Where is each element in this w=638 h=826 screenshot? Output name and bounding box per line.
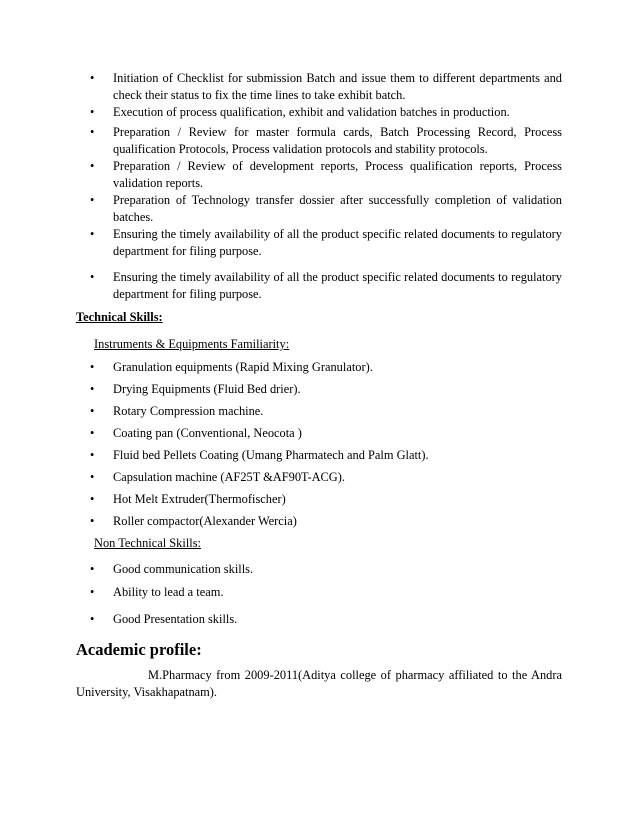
- instruments-heading: Instruments & Equipments Familiarity:: [94, 337, 290, 351]
- list-item-text: Ensuring the timely availability of all the product specific related documents to regulatory department for filing purpose.: [113, 227, 562, 258]
- list-item: [76, 584, 562, 601]
- list-item: [76, 561, 562, 578]
- list-item-text: Good Presentation skills.: [113, 612, 238, 626]
- bullet-icon: •: [90, 612, 95, 626]
- non-technical-skills-list: [76, 561, 562, 628]
- list-item-text: Fluid bed Pellets Coating (Umang Pharmatech and Palm Glatt).: [113, 448, 429, 462]
- list-item: [76, 158, 562, 192]
- list-item: [76, 513, 562, 530]
- list-item: [76, 381, 562, 398]
- list-item-text: Ensuring the timely availability of all the product specific related documents to regulatory department for filing purpose.: [113, 270, 562, 301]
- bullet-icon: •: [90, 193, 95, 207]
- list-item-text: Preparation / Review of development reports, Process qualification reports, Process validation reports.: [113, 159, 562, 190]
- list-item-text: Preparation / Review for master formula cards, Batch Processing Record, Process qualification Protocols, Process validation protocols and stability protocols.: [113, 125, 562, 156]
- list-item-text: Initiation of Checklist for submission Batch and issue them to different departments and check their status to fix the time lines to take exhibit batch.: [113, 71, 562, 102]
- bullet-icon: •: [90, 159, 95, 173]
- list-item: [76, 359, 562, 376]
- bullet-icon: •: [90, 382, 95, 396]
- list-item: [76, 403, 562, 420]
- bullet-icon: •: [90, 470, 95, 484]
- bullet-icon: •: [90, 404, 95, 418]
- list-item-text: Good communication skills.: [113, 562, 254, 576]
- academic-profile-text: M.Pharmacy from 2009-2011(Aditya college of pharmacy affiliated to the Andra University, Visakhapatnam).: [76, 668, 562, 699]
- bullet-icon: •: [90, 227, 95, 241]
- academic-profile-heading: Academic profile:: [76, 640, 202, 659]
- list-item-text: Ability to lead a team.: [113, 585, 224, 599]
- bullet-icon: •: [90, 360, 95, 374]
- bullet-icon: •: [90, 448, 95, 462]
- list-item: [76, 124, 562, 158]
- list-item: [76, 226, 562, 260]
- list-item: [76, 469, 562, 486]
- list-item: [76, 70, 562, 104]
- bullet-icon: •: [90, 105, 95, 119]
- bullet-icon: •: [90, 585, 95, 599]
- list-item: [76, 491, 562, 508]
- instruments-list: [76, 359, 562, 530]
- list-item: [76, 425, 562, 442]
- technical-skills-heading: Technical Skills:: [76, 310, 163, 324]
- responsibilities-list: [76, 70, 562, 303]
- list-item-text: Rotary Compression machine.: [113, 404, 264, 418]
- bullet-icon: •: [90, 270, 95, 284]
- list-item-text: Drying Equipments (Fluid Bed drier).: [113, 382, 301, 396]
- list-item: [76, 192, 562, 226]
- list-item-text: Granulation equipments (Rapid Mixing Granulator).: [113, 360, 373, 374]
- list-item-text: Preparation of Technology transfer dossier after successfully completion of validation batches.: [113, 193, 562, 224]
- bullet-icon: •: [90, 426, 95, 440]
- non-technical-skills-heading: Non Technical Skills:: [94, 536, 201, 550]
- list-item: [76, 611, 562, 628]
- bullet-icon: •: [90, 562, 95, 576]
- list-item-text: Execution of process qualification, exhibit and validation batches in production.: [113, 105, 510, 119]
- bullet-icon: •: [90, 71, 95, 85]
- list-item-text: Capsulation machine (AF25T &AF90T-ACG).: [113, 470, 345, 484]
- bullet-icon: •: [90, 492, 95, 506]
- list-item-text: Roller compactor(Alexander Wercia): [113, 514, 297, 528]
- bullet-icon: •: [90, 514, 95, 528]
- list-item: [76, 104, 562, 121]
- bullet-icon: •: [90, 125, 95, 139]
- list-item-text: Coating pan (Conventional, Neocota ): [113, 426, 302, 440]
- list-item: [76, 447, 562, 464]
- list-item: [76, 269, 562, 303]
- list-item-text: Hot Melt Extruder(Thermofischer): [113, 492, 286, 506]
